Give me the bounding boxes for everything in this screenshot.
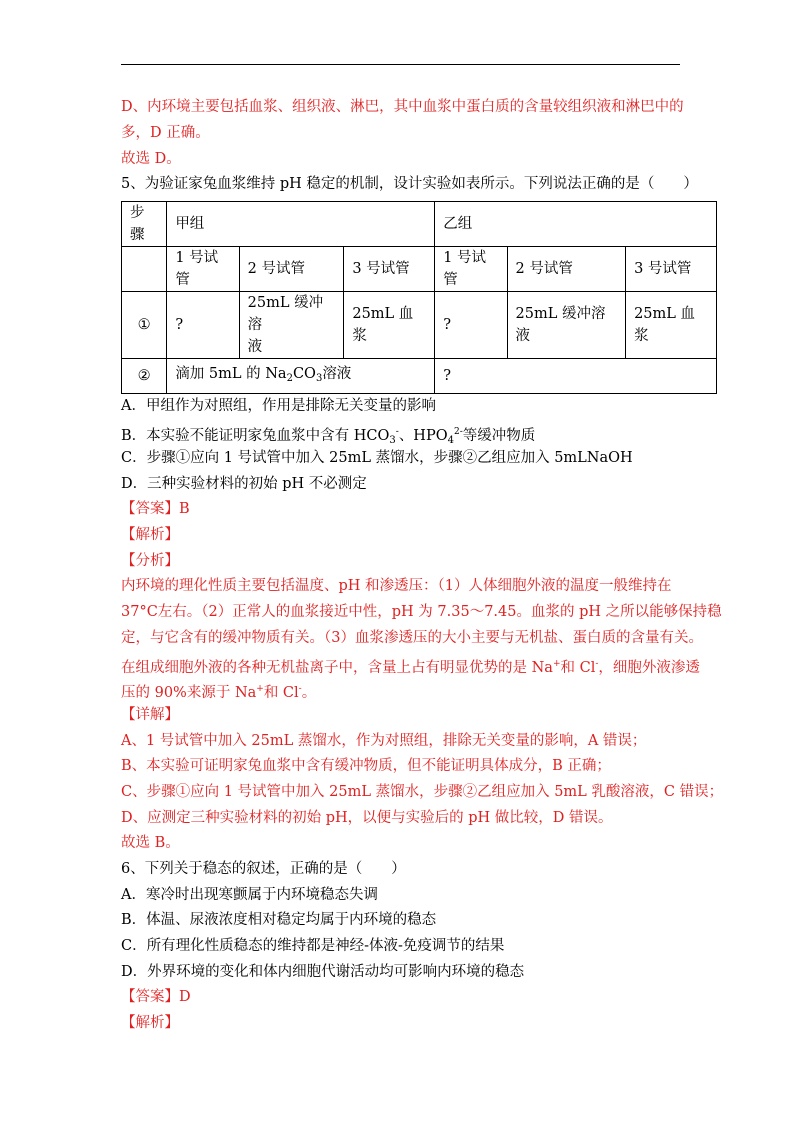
experiment-table — [121, 201, 717, 394]
table-cell-b1-unknown: ? — [435, 292, 507, 359]
table-cell-b-tube2: 2 号试管 — [507, 247, 626, 292]
table-cell-a2-buffer: 25mL 缓冲溶 液 — [239, 292, 344, 359]
table-cell-a-tube3: 3 号试管 — [344, 247, 435, 292]
q5-option-a: A．甲组作为对照组，作用是排除无关变量的影响 — [121, 398, 436, 414]
q5-detail-b: B、本实验可证明家兔血浆中含有缓冲物质，但不能证明具体成分，B 正确； — [121, 758, 611, 774]
table-cell-a1-unknown: ? — [167, 292, 239, 359]
q5-analysis-line3: 定，与它含有的缓冲物质有关。（3）血浆渗透压的大小主要与无机盐、蛋白质的含量有关。 — [121, 630, 703, 646]
q5-analysis-label: 【分析】 — [121, 553, 179, 569]
table-header-step: 步骤 — [122, 202, 167, 247]
q5-detail-d: D、应测定三种实验材料的初始 pH，以便与实验后的 pH 做比较，D 错误。 — [121, 810, 613, 826]
table-cell-b3-plasma: 25mL 血浆 — [626, 292, 717, 359]
table-cell-a-tube2: 2 号试管 — [239, 247, 344, 292]
q6-option-a: A．寒冷时出现寒颤属于内环境稳态失调 — [121, 887, 378, 903]
table-header-group-a: 甲组 — [167, 202, 435, 247]
table-cell-b-tube1: 1 号试管 — [435, 247, 507, 292]
q5-option-c: C．步骤①应向 1 号试管中加入 25mL 蒸馏水，步骤②乙组应加入 5mLNaOH — [121, 450, 633, 466]
q5-analysis-line5: 压的 90%来源于 Na+和 Cl-。 — [121, 684, 317, 701]
table-cell-a3-plasma: 25mL 血浆 — [344, 292, 435, 359]
q5-option-b: B．本实验不能证明家兔血浆中含有 $HCO_3^-$、$HPO_4^{2-}$等缓冲物质 — [121, 427, 536, 446]
table-cell-b2-buffer: 25mL 缓冲溶液 — [507, 292, 626, 359]
header-rule — [121, 64, 680, 65]
table-header-group-b: 乙组 — [435, 202, 717, 247]
table-cell-a-add: 滴加 5mL 的 $Na_2CO_3$溶液 — [167, 359, 435, 394]
q6-stem: 6、下列关于稳态的叙述，正确的是（ ） — [121, 861, 406, 877]
table-cell-step2: ② — [122, 359, 167, 394]
q5-detail-a: A、1 号试管中加入 25mL 蒸馏水，作为对照组，排除无关变量的影响，A 错误； — [121, 733, 647, 749]
q5-analysis-line4: 在组成细胞外液的各种无机盐离子中，含量上占有明显优势的是 Na+和 Cl-，细胞外液渗透 — [121, 659, 700, 676]
q5-option-d: D．三种实验材料的初始 pH 不必测定 — [121, 476, 367, 492]
q5-analysis-line2: 37°C左右。（2）正常人的血浆接近中性，pH 为 7.35～7.45。血浆的 pH 之所以能够保持稳 — [121, 604, 722, 620]
table-cell-a-tube1: 1 号试管 — [167, 247, 239, 292]
q6-option-b: B．体温、尿液浓度相对稳定均属于内环境的稳态 — [121, 912, 437, 928]
q6-answer: 【答案】D — [121, 989, 191, 1005]
q5-answer: 【答案】B — [121, 501, 190, 517]
prev-choose: 故选 D。 — [121, 151, 181, 167]
table-cell-b-add-unknown: ? — [435, 359, 717, 394]
q5-detail-label: 【详解】 — [121, 707, 179, 723]
table-cell-b-tube3: 3 号试管 — [626, 247, 717, 292]
prev-option-d-line1: D、内环境主要包括血浆、组织液、淋巴，其中血浆中蛋白质的含量较组织液和淋巴中的 — [121, 99, 684, 115]
q5-detail-c: C、步骤①应向 1 号试管中加入 25mL 蒸馏水，步骤②乙组应加入 5mL 乳酸溶液，C 错误； — [121, 784, 724, 800]
q5-analysis-line1: 内环境的理化性质主要包括温度、pH 和渗透压：（1）人体细胞外液的温度一般维持在 — [121, 578, 672, 594]
q6-option-c: C．所有理化性质稳态的维持都是神经-体液-免疫调节的结果 — [121, 938, 505, 954]
prev-option-d-line2: 多，D 正确。 — [121, 125, 210, 141]
q5-choose: 故选 B。 — [121, 835, 180, 851]
q5-explain-label: 【解析】 — [121, 527, 179, 543]
q6-option-d: D．外界环境的变化和体内细胞代谢活动均可影响内环境的稳态 — [121, 964, 525, 980]
table-cell-step1: ① — [122, 292, 167, 359]
q5-stem: 5、为验证家兔血浆维持 pH 稳定的机制，设计实验如表所示。下列说法正确的是（ ） — [121, 176, 698, 192]
q6-explain-label: 【解析】 — [121, 1015, 179, 1031]
